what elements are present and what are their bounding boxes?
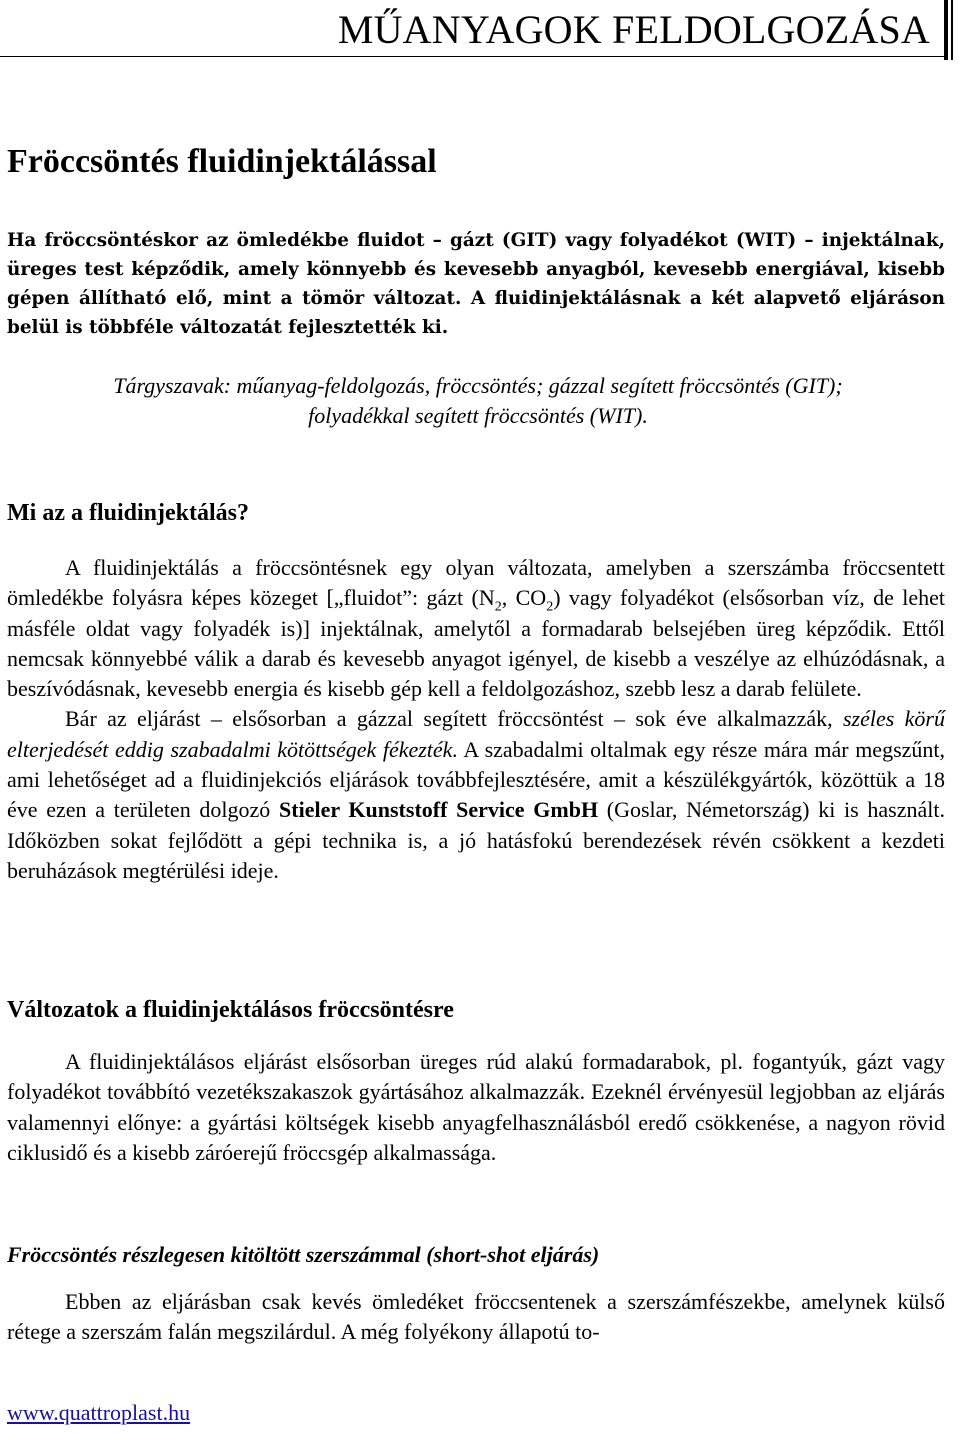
paragraph — [7, 553, 945, 704]
header-bar — [944, 0, 948, 60]
text-run: Bár az eljárást – elsősorban a gázzal segített fröccsöntést – sok éve alkalmazzák, — [65, 706, 843, 732]
text-run: , CO — [501, 585, 547, 611]
paragraph — [7, 704, 945, 886]
text-run: A szabadalmi oltalmak egy része mára már megszűnt, ami lehetőséget ad a fluidinjekciós eljárások továbbfejlesztésére, amit a készülékgyártók, közöttük a 18 éve ezen a területen dolgozó — [7, 736, 946, 823]
subscript: 2 — [494, 599, 502, 615]
footer-website-link[interactable]: www.quattroplast.hu — [7, 1400, 191, 1425]
section-heading-what-is: Mi az a fluidinjektálás? — [7, 500, 250, 526]
keywords: Tárgyszavak: műanyag-feldolgozás, fröccsöntés; gázzal segített fröccsöntés (GIT); folyadékkal segített fröccsöntés (WIT). — [113, 373, 843, 428]
subsection-heading-short-shot: Fröccsöntés részlegesen kitöltött szerszámmal (short-shot eljárás) — [7, 1242, 600, 1267]
header-rule — [0, 56, 944, 57]
section1-body — [7, 553, 945, 886]
section-heading-variants: Változatok a fluidinjektálásos fröccsöntésre — [7, 997, 454, 1023]
italic-run: széles körű elterjedését eddig szabadalmi kötöttségek fékezték. — [7, 706, 945, 762]
text-run: A fluidinjektálás a fröccsöntésnek egy olyan változata, amelyben a szerszámba fröccsentett ömledékbe folyásra képes közeget [„fluidot”: gázt (N — [7, 555, 945, 611]
paragraph: A fluidinjektálásos eljárást elsősorban üreges rúd alakú formadarabok, pl. fogantyúk, gázt vagy folyadékot továbbító vezetékszakaszok gyártásához alkalmazzák. Ezeknél érvényesül legjobban az eljárás valamennyi előnye: a gyártási költségek kisebb anyagfelhasználásból eredő csökkenése, a nagyon rövid ciklusidő és a kisebb záróerejű fröccsgép alkalmassága. — [7, 1049, 945, 1165]
abstract: Ha fröccsöntéskor az ömledékbe fluidot – gázt (GIT) vagy folyadékot (WIT) – injektálnak, üreges test képződik, amely könnyebb és kevesebb anyagból, kevesebb energiával, kisebb gépen állítható elő, mint a tömör változat. A fluidinjektálásnak a két alapvető eljáráson belül is többféle változatát fejlesztették ki. — [7, 230, 945, 338]
journal-title: MŰANYAGOK FELDOLGOZÁSA — [337, 7, 930, 52]
text-run: ) vagy folyadékot (elsősorban víz, de lehet másféle oldat vagy folyadék is)] injektálnak, amelytől a formadarab belsejében üreg képződik. Ettől nemcsak könnyebbé válik a darab és kevesebb anyagot igényel, de kisebb a veszélye az elhúzódásnak, a beszívódásnak, kevesebb energia és kisebb gép kell a feldolgozáshoz, szebb lesz a darab felülete. — [7, 585, 946, 702]
header-bar-thin — [951, 0, 953, 60]
text-run: (Goslar, Németország) ki is használt. Időközben sokat fejlődött a gépi technika is, a jó hatásfokú berendezések révén csökkent a kezdeti beruházások megtérülési ideje. — [7, 797, 945, 883]
article-title: Fröccsöntés fluidinjektálással — [7, 143, 437, 180]
subscript: 2 — [546, 599, 554, 615]
paragraph: Ebben az eljárásban csak kevés ömledéket fröccsentenek a szerszámfészekbe, amelynek külső rétege a szerszám falán megszilárdul. A még folyékony állapotú to- — [7, 1289, 945, 1345]
page-header — [0, 0, 960, 62]
company-name: Stieler Kunststoff Service GmbH — [279, 797, 599, 823]
